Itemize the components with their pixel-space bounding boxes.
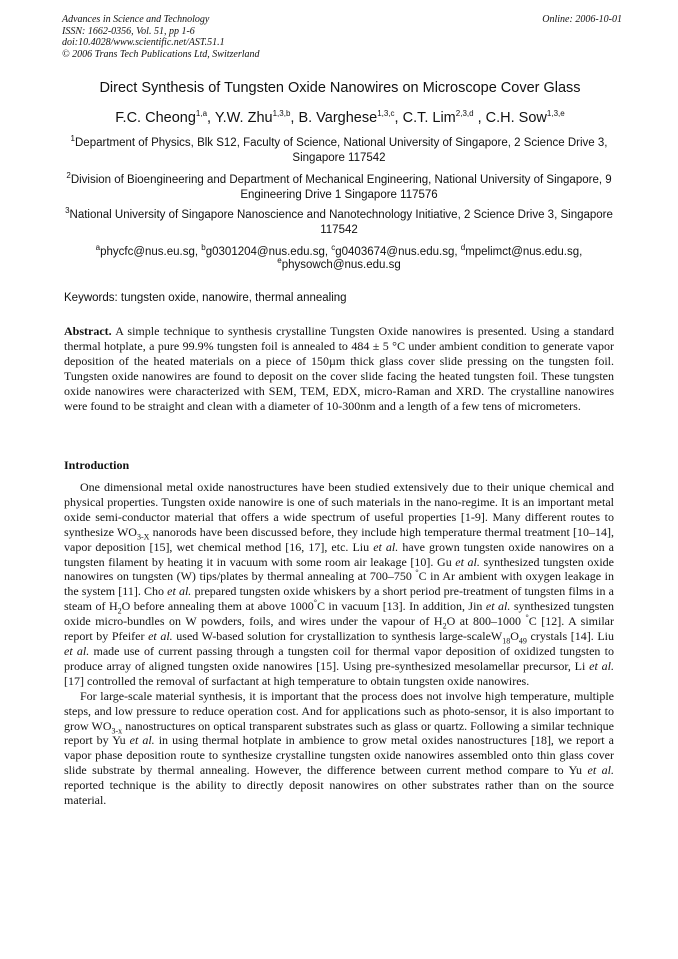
italic-run: et al. <box>485 599 511 614</box>
italic-run: et al. <box>129 733 155 748</box>
abstract <box>64 324 614 413</box>
email-link[interactable]: mpelimct@nus.edu.sg <box>465 246 580 258</box>
affiliation-2 <box>64 173 614 203</box>
author-list: F.C. Cheong$^{1,a}$, Y.W. Zhu$^{1,3,b}$, B. Varghese$^{1,3,c}$, C.T. Lim$^{2,3,d}$ , C.H. Sow$^{1,3,e}$ <box>115 109 565 126</box>
affiliation-sup: 2 <box>66 171 71 181</box>
journal-header <box>62 14 622 60</box>
author-affil-sup: 1,3,b <box>272 109 291 119</box>
italic-run: et al. <box>64 643 90 658</box>
text-run: C [12]. A similar report by Pfeifer <box>64 614 614 644</box>
text-run: O at 800–1000 <box>446 614 526 629</box>
text-run: [17] controlled the removal of surfactant at high temperature to obtain tungsten oxide nanowires. <box>64 673 530 688</box>
affiliation-3 <box>64 208 614 238</box>
author-name: Y.W. Zhu <box>214 110 273 126</box>
text-run: C in vacuum [13]. In addition, Jin <box>316 599 486 614</box>
text-run: One dimensional metal oxide nanostructures have been studied extensively due to their unique chemical and physical properties. Tungsten oxide nanowire is one of such materials in the nano-regime. It is an important metal oxide semi-conductor material that offers a wide spectrum of useful properties [1-9]. Many different routes to synthesize WO <box>64 480 614 539</box>
affiliation-sup: 3 <box>65 206 70 216</box>
email-sup: c <box>331 243 336 253</box>
text-run: nanorods have been discussed before, they include high temperature thermal treatment [10–14], vapor deposition [15], wet chemical method [16, 17], etc. Liu <box>64 524 614 554</box>
affiliation-1 <box>64 136 614 166</box>
italic-run: et al. <box>587 763 614 778</box>
text-run: O before annealing them at above 1000 <box>121 599 314 614</box>
author-affil-sup: 1,3,e <box>546 109 565 119</box>
italic-run: et al. <box>373 539 399 554</box>
abstract-text: A simple technique to synthesis crystalline Tungsten Oxide nanowires is presented. Using a standard thermal hotplate, a pure 99.9% tungsten foil is annealed to 484 ± 5 °C under ambient condition to generate vapor deposition of the heated materials on a piece of 150µm thick glass cover slide pressing on the tungsten foil. Tungsten oxide nanowires are found to deposit on the cover slide facing the heated tungsten foil. These tungsten oxide nanowires were characterized with SEM, TEM, EDX, micro-Raman and XRD. The crystalline nanowires were found to be straight and clean with a diameter of 10-300nm and a length of a few tens of micrometers. <box>64 324 615 413</box>
italic-run: et al. <box>148 629 173 644</box>
text-run: made use of current passing through a tungsten coil for thermal vapor deposition of oxidized tungsten to produce array of aligned tungsten oxide nanowires [15]. Using pre-synthesized mesolamellar precursor, Li <box>64 643 614 673</box>
text-run: nanostructures on optical transparent substrates such as glass or quartz. Following a similar technique report by Yu <box>64 718 615 748</box>
affiliation-text: Department of Physics, Blk S12, Faculty of Science, National University of Singapore, 2 Science Drive 3, Singapore 117542 <box>75 137 608 164</box>
email-link[interactable]: phycfc@nus.eu.sg <box>100 246 195 258</box>
text-run: For large-scale material synthesis, it is important that the process does not involve high temperature, multiple steps, and low pressure to reduce operation cost. And for applications such as photo-sensor, it is also important to grow WO <box>64 688 614 733</box>
email-link[interactable]: physowch@nus.edu.sg <box>281 259 401 271</box>
journal-issn: ISSN: 1662-0356, Vol. 51, pp 1-6 <box>62 25 195 37</box>
subscript: 3-X <box>136 532 150 542</box>
author-name: C.T. Lim <box>402 110 456 126</box>
email-sup: b <box>201 243 206 253</box>
italic-run: et al. <box>455 554 480 569</box>
paragraph <box>64 689 614 808</box>
author-name: C.H. Sow <box>485 110 547 126</box>
text-run: synthesized tungsten oxide micro-bundles on W powders, foils, and wires under the vapour of H <box>64 599 615 629</box>
text-run: O <box>510 629 519 644</box>
superscript: ° <box>415 568 419 578</box>
author-name: F.C. Cheong <box>115 110 196 126</box>
author-name: B. Varghese <box>298 110 378 126</box>
email-link[interactable]: g0301204@nus.edu.sg <box>205 246 325 258</box>
text-run: crystals [14]. Liu <box>526 629 615 644</box>
text-run: have grown tungsten oxide nanowires on a tungsten filament by heating it in vacuum with some room air leakage [10]. Gu <box>64 539 614 569</box>
paper-title: Direct Synthesis of Tungsten Oxide Nanowires on Microscope Cover Glass <box>99 80 581 96</box>
section-heading-introduction: Introduction <box>64 458 130 472</box>
affiliation-text: National University of Singapore Nanoscience and Nanotechnology Initiative, 2 Science Drive 3, Singapore 117542 <box>69 209 613 236</box>
abstract-label: Abstract. <box>64 324 112 338</box>
subscript: 2 <box>442 621 447 631</box>
email-list: $^a$phycfc@nus.eu.sg, $^b$g0301204@nus.edu.sg, $^c$g0403674@nus.edu.sg, $^d$mpelimct@nus.edu.sg, $^e$physowch@nus.edu.sg <box>95 243 583 271</box>
email-sup: e <box>277 256 282 266</box>
email-sup: a <box>95 243 101 253</box>
subscript: 3-x <box>111 725 123 735</box>
text-run: synthesized tungsten oxide nanowires on tungsten (W) tips/plates by thermal annealing at 700–750 <box>64 554 614 584</box>
subscript: 2 <box>117 606 122 616</box>
affiliation-text: Division of Bioengineering and Department of Mechanical Engineering, National University of Singapore, 9 Engineering Drive 1 Singapore 117576 <box>70 174 612 201</box>
author-affil-sup: 1,3,c <box>377 109 395 119</box>
italic-run: et al. <box>589 658 614 673</box>
paragraph <box>64 480 614 689</box>
text-run: in using thermal hotplate in ambience to grow metal oxides nanostructures [18], we report a vapor phase deposition route to synthesize crystalline tungsten oxide nanowires assembled onto thin glass cover slide substrate by thermal annealing. However, the difference between current method compare to Yu <box>64 733 614 778</box>
email-link[interactable]: g0403674@nus.edu.sg <box>335 246 455 258</box>
superscript: ° <box>313 598 317 608</box>
italic-run: et al. <box>167 584 192 599</box>
subscript: 49 <box>518 636 527 646</box>
keywords: Keywords: tungsten oxide, nanowire, thermal annealing <box>64 292 347 304</box>
journal-name: Advances in Science and Technology <box>62 14 210 25</box>
introduction-body <box>64 480 614 808</box>
text-run: C in Ar ambient with oxygen leakage in the system [11]. Cho <box>64 569 615 599</box>
online-date: Online: 2006-10-01 <box>542 14 622 25</box>
journal-copyright: © 2006 Trans Tech Publications Ltd, Switzerland <box>62 48 260 60</box>
author-affil-sup: 2,3,d <box>455 109 474 119</box>
superscript: ° <box>525 613 529 623</box>
author-affil-sup: 1,a <box>195 109 208 119</box>
text-run: reported technique is the ability to directly deposit nanowires on other substrates rather than on the source material. <box>64 778 614 808</box>
affiliation-sup: 1 <box>70 134 75 144</box>
subscript: 18 <box>502 636 511 646</box>
journal-doi: doi:10.4028/www.scientific.net/AST.51.1 <box>62 37 225 48</box>
email-sup: d <box>460 243 466 253</box>
text-run: prepared tungsten oxide whiskers by a short period pre-treatment of tungsten films in a steam of H <box>64 584 614 614</box>
text-run: used W-based solution for crystallization to synthesis large-scaleW <box>172 629 503 644</box>
